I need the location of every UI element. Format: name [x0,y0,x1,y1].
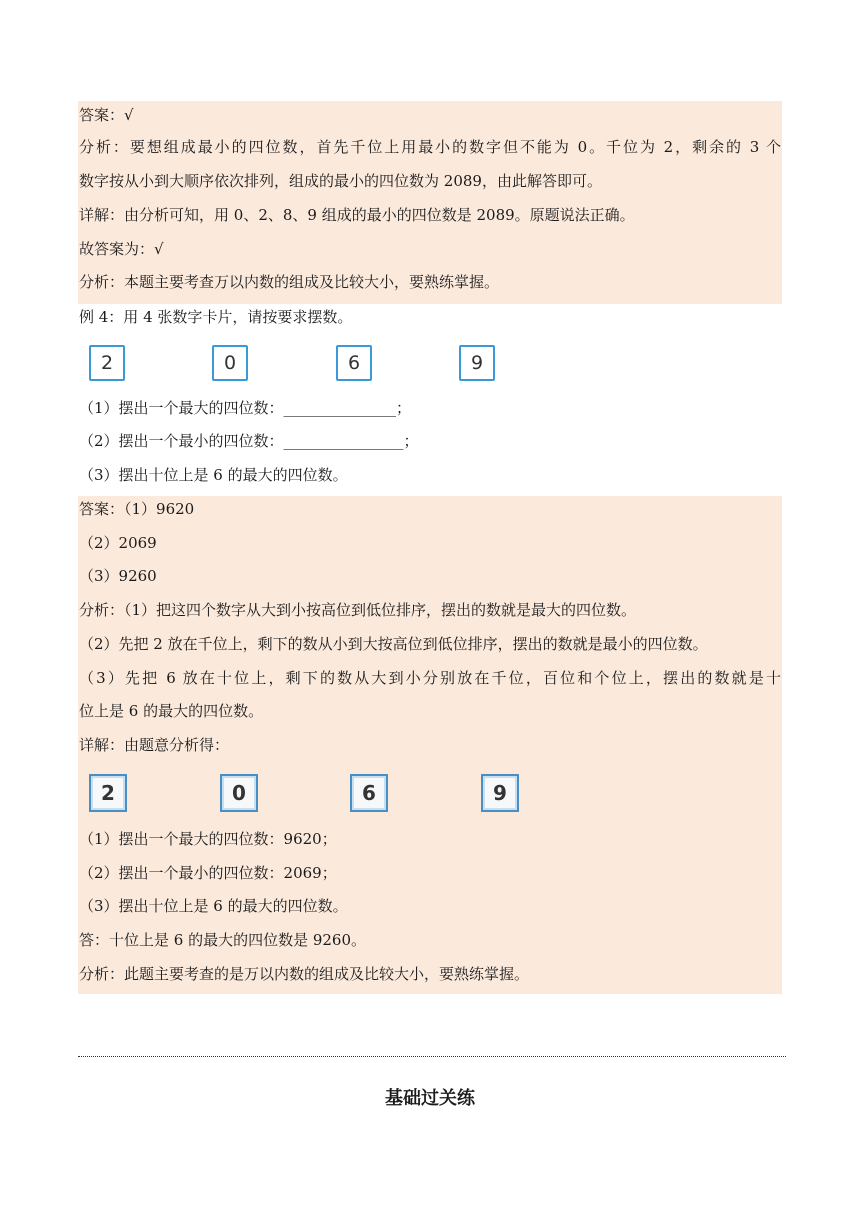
digit-card: 9 [481,774,519,812]
analysis-line-2: 数字按从小到大顺序依次排列，组成的最小的四位数为 2089，由此解答即可。 [79,172,602,190]
digit-card: 0 [220,774,258,812]
question-1: （1）摆出一个最大的四位数：_______________； [79,399,412,417]
analysis-line-3b: 位上是 6 的最大的四位数。 [79,702,264,720]
final-answer-line: 故答案为：√ [79,240,164,258]
section-title: 基础过关练 [385,1088,475,1109]
conclusion-line: 答：十位上是 6 的最大的四位数是 9260。 [79,931,367,949]
analysis-line-1: 分析：（1）把这四个数字从大到小按高位到低位排序，摆出的数就是最大的四位数。 [79,601,637,619]
digit-card: 9 [459,345,495,381]
digit-card: 0 [212,345,248,381]
example-4-prompt: 例 4：用 4 张数字卡片，请按要求摆数。 [79,308,353,326]
answer-line-2: （2）2069 [79,534,157,552]
analysis-line-1: 分析：要想组成最小的四位数，首先千位上用最小的数字但不能为 0。千位为 2，剩余的 3 个 [79,138,781,156]
analysis-line-3a: （3）先把 6 放在十位上，剩下的数从大到小分别放在千位，百位和个位上，摆出的数就是十 [79,669,781,687]
summary-line: 分析：此题主要考查的是万以内数的组成及比较大小，要熟练掌握。 [79,965,530,983]
digit-card: 6 [350,774,388,812]
answer-line-1: 答案：（1）9620 [79,500,195,518]
analysis-line-2: （2）先把 2 放在千位上，剩下的数从小到大按高位到低位排序，摆出的数就是最小的四位数。 [79,635,708,653]
result-3: （3）摆出十位上是 6 的最大的四位数。 [79,897,348,915]
result-2: （2）摆出一个最小的四位数：2069； [79,864,337,882]
answer-line-3: （3）9260 [79,567,157,585]
digit-card: 2 [89,774,127,812]
dotted-divider [78,1056,786,1057]
detail-line: 详解：由题意分析得： [79,736,230,754]
digit-card: 2 [89,345,125,381]
detail-line: 详解：由分析可知，用 0、2、8、9 组成的最小的四位数是 2089。原题说法正确。 [79,206,635,224]
answer-line: 答案：√ [79,106,134,124]
summary-line: 分析：本题主要考查万以内数的组成及比较大小，要熟练掌握。 [79,273,500,291]
digit-card: 6 [336,345,372,381]
question-3: （3）摆出十位上是 6 的最大的四位数。 [79,466,348,484]
result-1: （1）摆出一个最大的四位数：9620； [79,830,337,848]
question-2: （2）摆出一个最小的四位数：________________； [79,432,419,450]
